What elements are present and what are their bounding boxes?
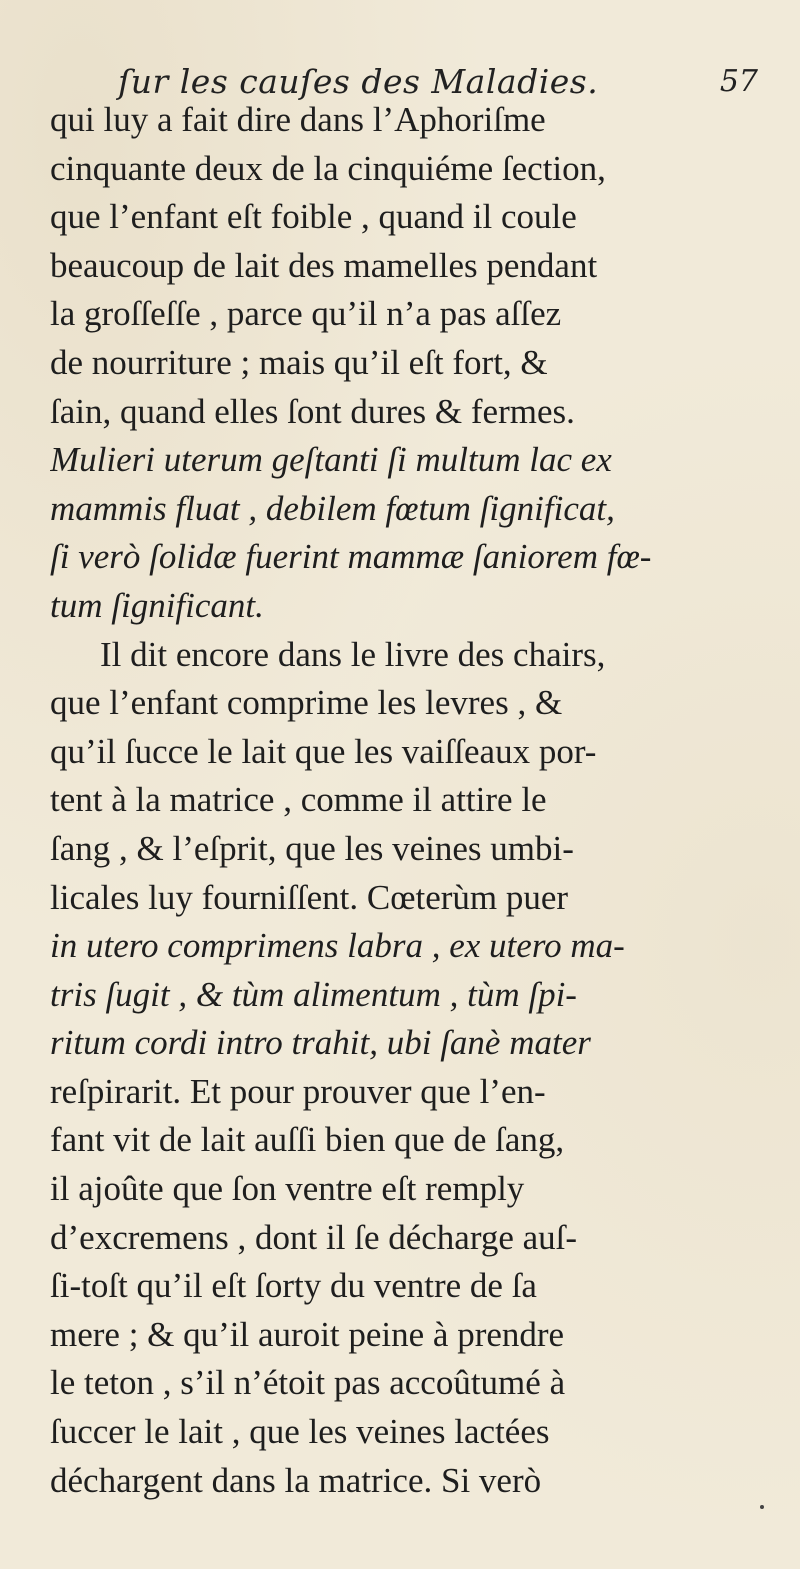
text-line: le teton , s’il n’étoit pas accoûtumé à — [50, 1363, 566, 1403]
text-line: ſuccer le lait , que les veines lactées — [50, 1412, 550, 1452]
text-line: tent à la matrice , comme il attire le — [50, 780, 547, 820]
text-line: mammis fluat , debilem fœtum ſignificat, — [50, 488, 615, 528]
text-line: Il dit encore dans le livre des chairs, — [100, 634, 606, 674]
text-line: ſi-toſt qu’il eſt ſorty du ventre de ſa — [50, 1266, 537, 1306]
page-number: 57 — [719, 64, 758, 99]
text-line: beaucoup de lait des mamelles pendant — [50, 245, 598, 285]
text-line: de nourriture ; mais qu’il eſt fort, & — [50, 342, 548, 382]
text-line: la groſſeſſe , parce qu’il n’a pas aſſez — [50, 294, 562, 334]
text-line: reſpirarit. Et pour prouver que l’en- — [50, 1071, 546, 1111]
text-line: ritum cordi intro trahit, ubi ſanè mater — [50, 1023, 591, 1063]
text-line: mere ; & qu’il auroit peine à prendre — [50, 1314, 565, 1354]
text-line: il ajoûte que ſon ventre eſt remply — [50, 1169, 525, 1209]
text-line: ſain, quand elles ſont dures & fermes. — [50, 391, 575, 431]
text-line: cinquante deux de la cinquiéme ſection, — [50, 148, 606, 188]
text-line: tum ſignificant. — [50, 585, 264, 625]
text-line: déchargent dans la matrice. Si verò — [50, 1460, 542, 1500]
text-line: que l’enfant eſt foible , quand il coule — [50, 197, 577, 237]
text-line: que l’enfant comprime les levres , & — [50, 683, 563, 723]
running-title: ſur les cauſes des Maladies. — [118, 62, 599, 101]
ink-speck — [760, 1505, 764, 1509]
text-line: licales luy fourniſſent. Cœterùm puer — [50, 877, 569, 917]
text-line: fant vit de lait auſſi bien que de ſang, — [50, 1120, 565, 1160]
text-line: tris ſugit , & tùm alimentum , tùm ſpi- — [50, 974, 577, 1014]
text-line: d’excremens , dont il ſe décharge auſ- — [50, 1217, 578, 1257]
text-line: ſi verò ſolidæ fuerint mammæ ſaniorem fœ- — [50, 537, 652, 577]
text-line: ſang , & l’eſprit, que les veines umbi- — [50, 828, 574, 868]
text-line: qu’il ſucce le lait que les vaiſſeaux por- — [50, 731, 597, 771]
text-line: in utero comprimens labra , ex utero ma- — [50, 926, 625, 966]
text-line: Mulieri uterum geſtanti ſi multum lac ex — [50, 440, 612, 480]
text-line: qui luy a fait dire dans l’Aphoriſme — [50, 100, 546, 139]
body-text — [50, 96, 770, 1505]
